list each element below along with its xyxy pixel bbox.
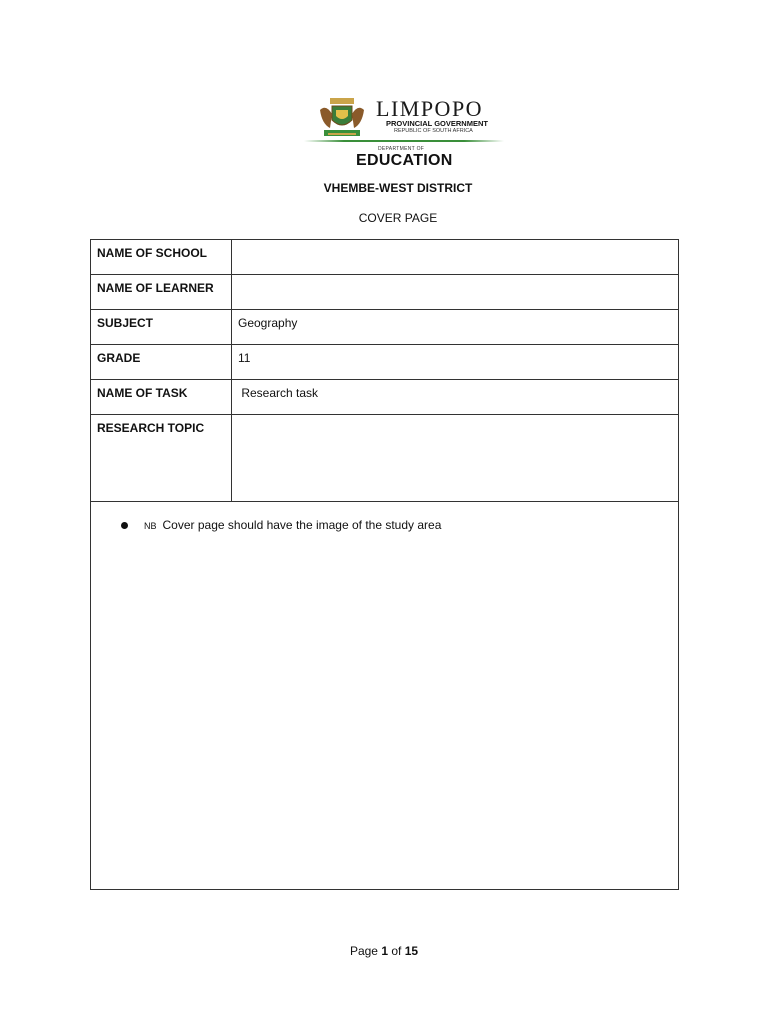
row-label: RESEARCH TOPIC [91, 415, 232, 502]
logo-republic: REPUBLIC OF SOUTH AFRICA [394, 128, 473, 134]
total-pages: 15 [404, 944, 419, 958]
row-value[interactable] [232, 275, 679, 310]
row-value[interactable] [232, 240, 679, 275]
table-row [91, 275, 679, 310]
logo-provincial: PROVINCIAL GOVERNMENT [386, 119, 488, 128]
district-heading: VHEMBE-WEST DISTRICT [323, 181, 473, 195]
study-area-image-box [90, 502, 679, 890]
page-footer [0, 944, 768, 958]
logo-divider [304, 140, 504, 142]
table-row [91, 310, 679, 345]
row-value[interactable]: Research task [232, 380, 679, 415]
logo-education: EDUCATION [356, 152, 453, 169]
page-word: Page [349, 944, 378, 958]
department-logo [298, 96, 512, 174]
bullet-icon [121, 522, 128, 529]
row-label: GRADE [91, 345, 232, 380]
note-item [121, 518, 441, 532]
note-text: Cover page should have the image of the study area [162, 518, 442, 532]
coat-of-arms-icon [316, 96, 368, 140]
row-value[interactable]: Geography [232, 310, 679, 345]
of-word: of [391, 944, 402, 958]
logo-title: LIMPOPO [376, 96, 484, 121]
cover-info-table [90, 239, 679, 502]
table-row [91, 345, 679, 380]
row-label: NAME OF LEARNER [91, 275, 232, 310]
row-label: NAME OF SCHOOL [91, 240, 232, 275]
row-label: NAME OF TASK [91, 380, 232, 415]
logo-department: DEPARTMENT OF [378, 146, 425, 152]
note-prefix: NB [144, 521, 157, 531]
row-value[interactable]: 11 [232, 345, 679, 380]
table-row [91, 415, 679, 502]
row-label: SUBJECT [91, 310, 232, 345]
current-page: 1 [381, 944, 388, 958]
table-row [91, 380, 679, 415]
row-value[interactable] [232, 415, 679, 502]
page-title: COVER PAGE [358, 211, 438, 225]
table-row [91, 240, 679, 275]
